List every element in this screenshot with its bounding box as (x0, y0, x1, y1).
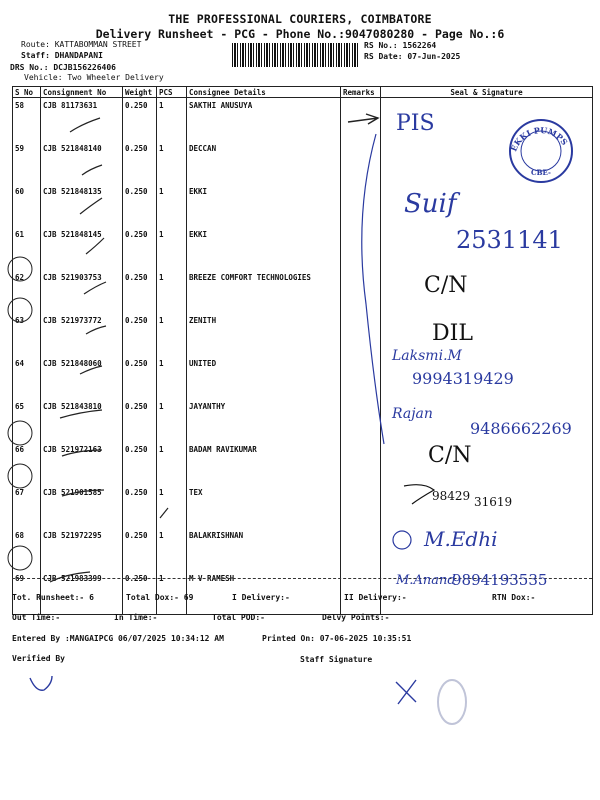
col-consignee: Consignee Details (187, 87, 341, 98)
col-sno: S No (13, 87, 41, 98)
cell-sno: 64 (13, 356, 41, 399)
in-time: In Time:- (114, 613, 158, 622)
cell-remarks (341, 485, 381, 528)
cell-sno: 58 (13, 98, 41, 142)
cell-seal (381, 485, 593, 528)
cell-consignee: EKKI (187, 227, 341, 270)
cell-consignment: CJB 81173631 (41, 98, 123, 142)
hw-phone-1: 9994319429 (412, 369, 514, 388)
cell-sno: 66 (13, 442, 41, 485)
i-delivery: I Delivery:- (232, 593, 290, 602)
printed-on: Printed On: 07-06-2025 10:35:51 (262, 634, 412, 643)
staff: Staff: DHANDAPANI (21, 51, 103, 60)
cell-consignee: TEX (187, 485, 341, 528)
col-weight: Weight (123, 87, 157, 98)
cell-pcs: 1 (157, 442, 187, 485)
cell-weight: 0.250 (123, 571, 157, 615)
cell-pcs: 1 (157, 356, 187, 399)
cell-seal (381, 442, 593, 485)
cell-consignment: CJB 521901585 (41, 485, 123, 528)
cell-weight: 0.250 (123, 485, 157, 528)
hw-sign-scrawl: Suif (404, 189, 457, 219)
cell-consignee: BREEZE COMFORT TECHNOLOGIES (187, 270, 341, 313)
stamp-top-text: EKKI PUMPS (508, 124, 570, 153)
cell-consignment: CJB 521848145 (41, 227, 123, 270)
col-pcs: PCS (157, 87, 187, 98)
total-pod: Total POD:- (212, 613, 265, 622)
cell-pcs: 1 (157, 571, 187, 615)
hw-number-3: 31619 (474, 495, 513, 509)
cell-remarks (341, 141, 381, 184)
cell-consignment: CJB 521973772 (41, 313, 123, 356)
cell-sno: 69 (13, 571, 41, 615)
cell-pcs: 1 (157, 98, 187, 142)
cell-pcs: 1 (157, 184, 187, 227)
cell-remarks (341, 313, 381, 356)
cell-consignee: JAYANTHY (187, 399, 341, 442)
hw-dl: DIL (432, 321, 473, 346)
cell-seal (381, 184, 593, 227)
table-row (13, 141, 593, 184)
table-row (13, 184, 593, 227)
cell-consignment: CJB 521972163 (41, 442, 123, 485)
col-consignment: Consignment No (41, 87, 123, 98)
table-row (13, 270, 593, 313)
table-row (13, 98, 593, 142)
hw-medhi: M.Edhi (424, 527, 498, 551)
hw-cn-2: C/N (428, 443, 472, 468)
cell-consignee: BALAKRISHNAN (187, 528, 341, 571)
rtn-dox: RTN Dox:- (492, 593, 536, 602)
cell-consignee: SAKTHI ANUSUYA (187, 98, 341, 142)
stamp-bottom-text: CBE- (531, 168, 551, 177)
cell-sno: 65 (13, 399, 41, 442)
cell-consignee: UNITED (187, 356, 341, 399)
table-row (13, 442, 593, 485)
cell-weight: 0.250 (123, 141, 157, 184)
cell-sno: 63 (13, 313, 41, 356)
col-seal-signature: Seal & Signature (381, 87, 593, 98)
table-row (13, 485, 593, 528)
cell-consignment: CJB 521983399 (41, 571, 123, 615)
cell-consignment: CJB 521843810 (41, 399, 123, 442)
cell-weight: 0.250 (123, 98, 157, 142)
cell-remarks (341, 270, 381, 313)
table-row (13, 356, 593, 399)
hw-rajan: Rajan (392, 406, 433, 422)
cell-weight: 0.250 (123, 399, 157, 442)
cell-remarks (341, 399, 381, 442)
cell-seal (381, 270, 593, 313)
cell-pcs: 1 (157, 313, 187, 356)
cell-weight: 0.250 (123, 184, 157, 227)
ii-delivery: II Delivery:- (344, 593, 407, 602)
rs-date: RS Date: 07-Jun-2025 (364, 52, 461, 61)
cell-seal (381, 98, 593, 142)
cell-seal (381, 141, 593, 184)
hw-lakshmi: Laksmi.M (392, 348, 462, 364)
cell-remarks (341, 184, 381, 227)
cell-sno: 60 (13, 184, 41, 227)
drs-number: DRS No.: DCJB156226406 (10, 63, 116, 72)
cell-sno: 59 (13, 141, 41, 184)
cell-consignment: CJB 521848060 (41, 356, 123, 399)
entered-by: Entered By :MANGAIPCG 06/07/2025 10:34:12 AM (12, 634, 224, 643)
cell-sno: 61 (13, 227, 41, 270)
cell-weight: 0.250 (123, 528, 157, 571)
cell-weight: 0.250 (123, 227, 157, 270)
table-row (13, 313, 593, 356)
cell-consignee: BADAM RAVIKUMAR (187, 442, 341, 485)
staff-signature: Staff Signature (300, 655, 373, 664)
route: Route: KATTABOMMAN STREET (21, 40, 142, 49)
verified-by: Verified By (12, 654, 65, 663)
cell-consignee: M V RAMESH (187, 571, 341, 615)
cell-weight: 0.250 (123, 442, 157, 485)
cell-remarks (341, 528, 381, 571)
cell-consignee: EKKI (187, 184, 341, 227)
cell-pcs: 1 (157, 270, 187, 313)
hw-number-2: 98429 (432, 489, 471, 503)
hw-cn-1: C/N (424, 273, 468, 298)
hw-phone-3: 9894193535 (452, 571, 548, 589)
cell-consignment: CJB 521848140 (41, 141, 123, 184)
hw-pls: PIS (396, 111, 435, 136)
cell-sno: 68 (13, 528, 41, 571)
cell-pcs: 1 (157, 485, 187, 528)
cell-pcs: 1 (157, 528, 187, 571)
vehicle: Vehicle: Two Wheeler Delivery (24, 73, 164, 82)
cell-seal (381, 528, 593, 571)
staff-signature-mark (396, 680, 416, 704)
cell-remarks (341, 442, 381, 485)
table-header (13, 87, 593, 98)
cell-weight: 0.250 (123, 270, 157, 313)
cell-weight: 0.250 (123, 356, 157, 399)
cell-pcs: 1 (157, 227, 187, 270)
cell-sno: 67 (13, 485, 41, 528)
verified-signature (30, 676, 52, 690)
delvy-points: Delvy Points:- (322, 613, 390, 622)
cell-consignment: CJB 521972295 (41, 528, 123, 571)
faint-stamp (438, 680, 466, 724)
cell-seal (381, 313, 593, 356)
total-dox: Total Dox:- 69 (126, 593, 194, 602)
cell-remarks (341, 356, 381, 399)
hw-phone-2: 9486662269 (470, 419, 572, 438)
cell-pcs: 1 (157, 399, 187, 442)
runsheet-subtitle: Delivery Runsheet - PCG - Phone No.:9047080280 - Page No.:6 (95, 27, 505, 41)
cell-consignment: CJB 521903753 (41, 270, 123, 313)
cell-pcs: 1 (157, 141, 187, 184)
cell-remarks (341, 98, 381, 142)
table-row (13, 227, 593, 270)
cell-remarks (341, 227, 381, 270)
rs-number: RS No.: 1562264 (364, 41, 437, 50)
table-row (13, 528, 593, 571)
cell-seal (381, 356, 593, 399)
cell-seal (381, 399, 593, 442)
hw-m-anand: M.Anand (396, 573, 456, 588)
barcode (232, 43, 358, 67)
cell-consignee: DECCAN (187, 141, 341, 184)
tot-runsheet: Tot. Runsheet:- 6 (12, 593, 94, 602)
company-title: THE PROFESSIONAL COURIERS, COIMBATORE (168, 12, 432, 26)
cell-sno: 62 (13, 270, 41, 313)
table-row (13, 399, 593, 442)
cell-consignee: ZENITH (187, 313, 341, 356)
col-remarks: Remarks (341, 87, 381, 98)
cell-weight: 0.250 (123, 313, 157, 356)
runsheet-table (12, 86, 593, 615)
cell-consignment: CJB 521848135 (41, 184, 123, 227)
out-time: Out Time:- (12, 613, 61, 622)
cell-seal (381, 227, 593, 270)
hw-number-1: 2531141 (456, 226, 563, 254)
divider (12, 578, 592, 579)
